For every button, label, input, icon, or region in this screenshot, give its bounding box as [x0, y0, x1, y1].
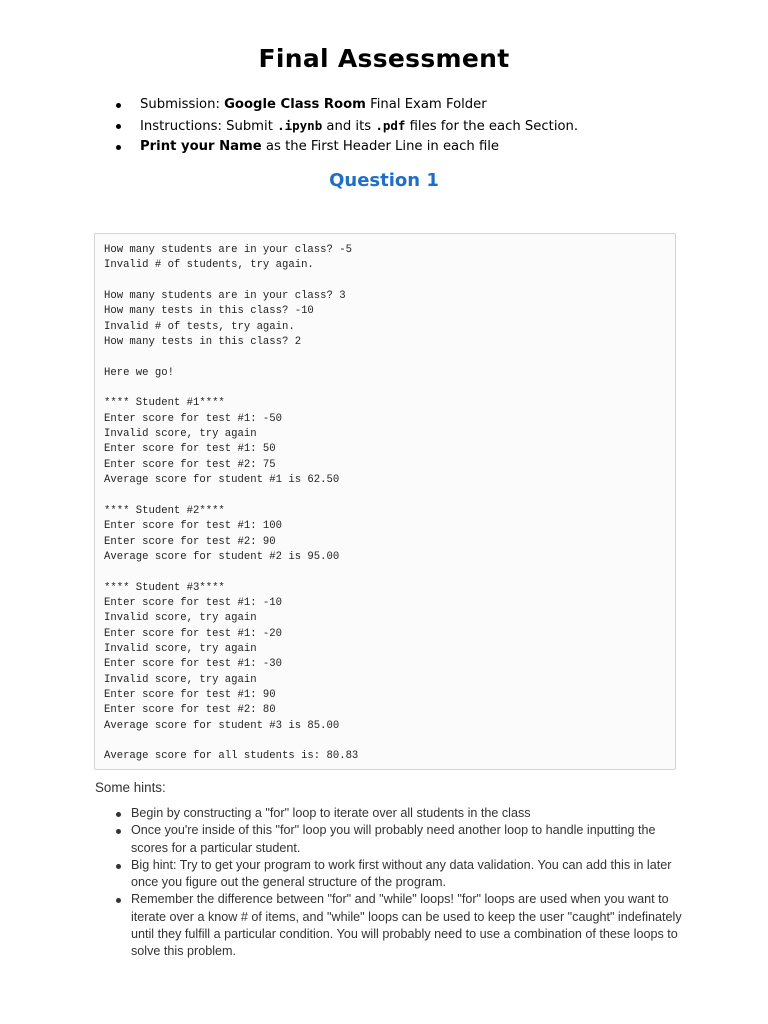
instruction-text: files for the each Section.	[405, 118, 579, 134]
output-line: How many tests in this class? -10	[104, 305, 314, 318]
output-line: How many tests in this class? 2	[104, 336, 302, 349]
output-line: Invalid score, try again	[104, 673, 257, 686]
file-ext-pdf: .pdf	[375, 117, 406, 133]
output-line: **** Student #3****	[104, 581, 225, 594]
output-line: Enter score for test #2: 90	[104, 535, 276, 548]
output-line: Enter score for test #1: -50	[104, 412, 283, 425]
output-line: Enter score for test #1: 90	[104, 688, 276, 701]
output-line: Enter score for test #2: 75	[104, 458, 276, 471]
output-line: Average score for student #1 is 62.50	[104, 474, 340, 487]
output-line	[104, 350, 675, 365]
hint-item: Big hint: Try to get your program to work first without any data validation. You can add this in later once you figure out the general structure of the program.	[112, 857, 682, 892]
output-line: **** Student #2****	[104, 504, 225, 517]
output-line: Average score for student #3 is 85.00	[104, 719, 340, 732]
hint-item: Begin by constructing a "for" loop to iterate over all students in the class	[112, 805, 682, 822]
output-line	[104, 381, 675, 396]
instructions-list	[112, 95, 578, 158]
output-line: How many students are in your class? 3	[104, 290, 346, 303]
file-ext-ipynb: .ipynb	[277, 117, 323, 133]
instruction-submission	[112, 95, 578, 116]
output-line: Enter score for test #1: 50	[104, 443, 276, 456]
output-line: How many students are in your class? -5	[104, 244, 352, 256]
instruction-text: and its	[322, 118, 376, 134]
page-title: Final Assessment	[258, 44, 510, 73]
output-line	[104, 274, 675, 289]
instruction-text: Final Exam Folder	[365, 97, 487, 112]
output-line: Average score for all students is: 80.83	[104, 750, 359, 763]
output-line	[104, 489, 675, 504]
output-line: Enter score for test #1: 100	[104, 520, 283, 533]
output-line: Average score for student #2 is 95.00	[104, 550, 340, 563]
output-line: Invalid # of students, try again.	[104, 259, 314, 272]
output-line	[104, 734, 675, 749]
output-line: Enter score for test #2: 80	[104, 704, 276, 717]
instruction-text: Submission:	[140, 97, 225, 112]
hints-list	[112, 805, 682, 961]
output-line: Invalid # of tests, try again.	[104, 320, 295, 333]
hint-item: Remember the difference between "for" and "while" loops! "for" loops are used when you want to iterate over a know # of items, and "while" loops can be used to keep the user "caught" indefinately until they fulfill a particular condition. You will probably need to use a combination of these loops to solve this problem.	[112, 891, 682, 960]
output-line: Invalid score, try again	[104, 612, 257, 625]
instruction-text: as the First Header Line in each file	[261, 139, 500, 154]
instruction-name	[112, 137, 578, 158]
output-line	[104, 565, 675, 580]
hints-title: Some hints:	[95, 780, 166, 795]
output-line: Invalid score, try again	[104, 428, 257, 441]
output-line: Enter score for test #1: -10	[104, 596, 283, 609]
output-line: Here we go!	[104, 366, 174, 379]
question-heading: Question 1	[329, 170, 439, 191]
sample-output-box	[94, 233, 676, 770]
instruction-text: Instructions: Submit	[140, 118, 278, 134]
output-line: **** Student #1****	[104, 397, 225, 410]
instruction-files	[112, 116, 578, 138]
instruction-bold: Print your Name	[140, 139, 262, 154]
output-line: Enter score for test #1: -30	[104, 658, 283, 671]
output-line: Enter score for test #1: -20	[104, 627, 283, 640]
instruction-bold: Google Class Room	[224, 97, 366, 112]
output-line: Invalid score, try again	[104, 642, 257, 655]
hint-item: Once you're inside of this "for" loop you will probably need another loop to handle inputting the scores for a particular student.	[112, 822, 682, 857]
